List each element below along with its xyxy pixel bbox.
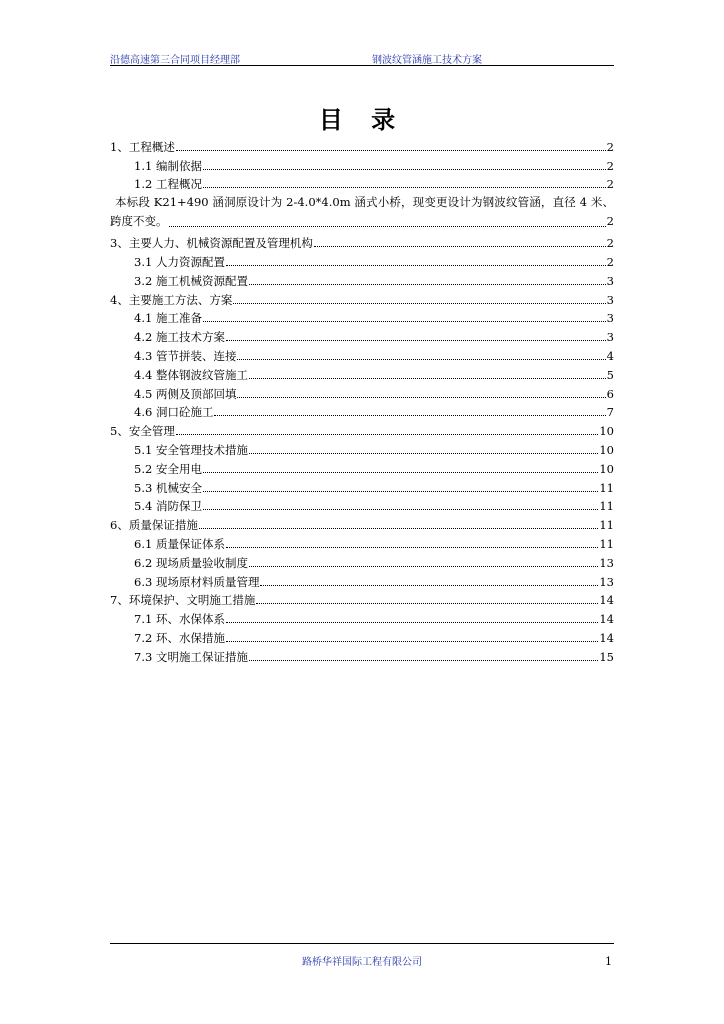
- toc-leader-dots: [176, 433, 599, 435]
- toc-entry[interactable]: [110, 570, 614, 589]
- toc-leader-dots: [226, 339, 606, 341]
- toc-entry-label: 4.6 洞口砼施工: [134, 405, 214, 420]
- toc-leader-dots: [249, 283, 606, 285]
- toc-entry[interactable]: [110, 645, 614, 664]
- toc-leader-dots: [314, 245, 606, 247]
- toc-leader-dots: [199, 527, 599, 529]
- toc-entry-page: 2: [606, 214, 614, 229]
- toc-entry-label: 5.3 机械安全: [134, 480, 202, 495]
- toc-leader-dots: [233, 302, 605, 304]
- footer-page-number: 1: [605, 955, 612, 968]
- header-project-name: 沿德高速第三合同项目经理部: [110, 55, 240, 66]
- toc-entry[interactable]: [110, 231, 614, 250]
- toc-entry[interactable]: [110, 173, 614, 192]
- toc-entry-label: 6.2 现场质量验收制度: [134, 555, 248, 570]
- toc-entry-label: 4.2 施工技术方案: [134, 330, 225, 345]
- toc-entry-label: 5.2 安全用电: [134, 461, 202, 476]
- toc-entry-label: 4.5 两侧及顶部回填: [134, 386, 237, 401]
- toc-entry-page: 14: [599, 630, 614, 645]
- toc-entry-page: 2: [606, 158, 614, 173]
- toc-entry-label: 6、质量保证措施: [110, 518, 198, 533]
- toc-entry-label: 7.1 环、水保体系: [134, 612, 225, 627]
- toc-project-paragraph[interactable]: [110, 191, 614, 231]
- toc-entry[interactable]: [110, 250, 614, 269]
- toc-entry-page: 3: [606, 311, 614, 326]
- toc-entry-page: 14: [599, 593, 614, 608]
- toc-entry-page: 2: [606, 236, 614, 251]
- toc-entry-label: 7、环境保护、文明施工措施: [110, 593, 256, 608]
- toc-leader-dots: [260, 584, 598, 586]
- toc-entry-page: 10: [599, 461, 614, 476]
- toc-entry-page: 10: [599, 424, 614, 439]
- toc-paragraph-line-2: 跨度不变。: [110, 214, 168, 229]
- toc-leader-dots: [237, 396, 605, 398]
- page-footer: [110, 943, 614, 974]
- toc-entry-page: 13: [599, 574, 614, 589]
- toc-leader-dots: [203, 168, 606, 170]
- toc-entry-page: 11: [599, 480, 614, 495]
- toc-entry-label: 4.4 整体钢波纹管施工: [134, 367, 248, 382]
- toc-entry[interactable]: [110, 382, 614, 401]
- toc-entry-page: 11: [599, 536, 614, 551]
- toc-entry[interactable]: [110, 154, 614, 173]
- toc-leader-dots: [226, 621, 598, 623]
- toc-leader-dots: [256, 602, 598, 604]
- table-of-contents: [110, 135, 614, 664]
- toc-entry-page: 2: [606, 177, 614, 192]
- toc-entry-label: 3.2 施工机械资源配置: [134, 273, 248, 288]
- toc-leader-dots: [249, 565, 598, 567]
- toc-entry-page: 10: [599, 442, 614, 457]
- toc-entry-page: 3: [606, 273, 614, 288]
- toc-entry-page: 6: [606, 386, 614, 401]
- toc-entry-label: 3.1 人力资源配置: [134, 254, 225, 269]
- toc-leader-dots: [169, 225, 606, 227]
- toc-entry-page: 14: [599, 612, 614, 627]
- toc-entry[interactable]: [110, 495, 614, 514]
- toc-leader-dots: [203, 186, 606, 188]
- toc-entry-label: 4.1 施工准备: [134, 311, 202, 326]
- toc-entry-label: 1.2 工程概况: [134, 177, 202, 192]
- toc-entry[interactable]: [110, 438, 614, 457]
- toc-entry-page: 11: [599, 518, 614, 533]
- toc-entry-page: 11: [599, 499, 614, 514]
- toc-entry-label: 1、工程概述: [110, 139, 175, 154]
- header-document-title: 钢波纹管涵施工技术方案: [372, 55, 482, 66]
- toc-entry-page: 2: [606, 254, 614, 269]
- toc-leader-dots: [249, 452, 598, 454]
- toc-entry[interactable]: [110, 607, 614, 626]
- toc-entry[interactable]: [110, 513, 614, 532]
- toc-entry[interactable]: [110, 135, 614, 154]
- toc-entry-label: 7.2 环、水保措施: [134, 630, 225, 645]
- toc-entry[interactable]: [110, 344, 614, 363]
- toc-leader-dots: [176, 149, 606, 151]
- toc-entry-page: 4: [606, 348, 614, 363]
- toc-entry[interactable]: [110, 476, 614, 495]
- toc-leader-dots: [203, 320, 606, 322]
- toc-entry-page: 5: [606, 367, 614, 382]
- toc-title: 目 录: [318, 106, 406, 134]
- page-header: [110, 51, 614, 66]
- toc-paragraph-line-1: 本标段 K21+490 涵洞原设计为 2-4.0*4.0m 涵式小桥，现变更设计为钢波纹管涵，直径 4 米、: [115, 195, 614, 210]
- toc-entry-label: 6.1 质量保证体系: [134, 536, 225, 551]
- toc-entry-page: 15: [599, 649, 614, 664]
- toc-entry[interactable]: [110, 551, 614, 570]
- toc-entry[interactable]: [110, 401, 614, 420]
- toc-entry-label: 3、主要人力、机械资源配置及管理机构: [110, 236, 313, 251]
- toc-entry-page: 2: [606, 139, 614, 154]
- toc-entry[interactable]: [110, 363, 614, 382]
- toc-entry[interactable]: [110, 307, 614, 326]
- toc-entry-label: 1.1 编制依据: [134, 158, 202, 173]
- toc-entry-label: 7.3 文明施工保证措施: [134, 649, 248, 664]
- toc-leader-dots: [226, 264, 606, 266]
- toc-entry-label: 6.3 现场原材料质量管理: [134, 574, 260, 589]
- toc-entry[interactable]: [110, 532, 614, 551]
- toc-leader-dots: [249, 659, 598, 661]
- toc-leader-dots: [203, 508, 598, 510]
- toc-entry[interactable]: [110, 589, 614, 608]
- toc-entry[interactable]: [110, 288, 614, 307]
- toc-entry-page: 3: [606, 292, 614, 307]
- toc-entry-page: 13: [599, 555, 614, 570]
- toc-entry-label: 5.1 安全管理技术措施: [134, 442, 248, 457]
- toc-entry-label: 5.4 消防保卫: [134, 499, 202, 514]
- toc-leader-dots: [214, 414, 605, 416]
- toc-entry-label: 4、主要施工方法、方案: [110, 292, 233, 307]
- toc-entry-page: 7: [606, 405, 614, 420]
- toc-leader-dots: [203, 471, 598, 473]
- toc-leader-dots: [237, 358, 605, 360]
- toc-entry-label: 4.3 管节拼装、连接: [134, 348, 237, 363]
- footer-company-name: 路桥华祥国际工程有限公司: [302, 957, 422, 968]
- toc-leader-dots: [203, 490, 598, 492]
- toc-entry[interactable]: [110, 325, 614, 344]
- toc-leader-dots: [226, 546, 598, 548]
- toc-entry[interactable]: [110, 457, 614, 476]
- toc-leader-dots: [226, 640, 598, 642]
- toc-entry-page: 3: [606, 330, 614, 345]
- toc-entry-label: 5、安全管理: [110, 424, 175, 439]
- toc-entry[interactable]: [110, 269, 614, 288]
- toc-leader-dots: [249, 377, 606, 379]
- toc-entry[interactable]: [110, 419, 614, 438]
- toc-paragraph-line-2-row: [110, 212, 614, 231]
- toc-entry[interactable]: [110, 626, 614, 645]
